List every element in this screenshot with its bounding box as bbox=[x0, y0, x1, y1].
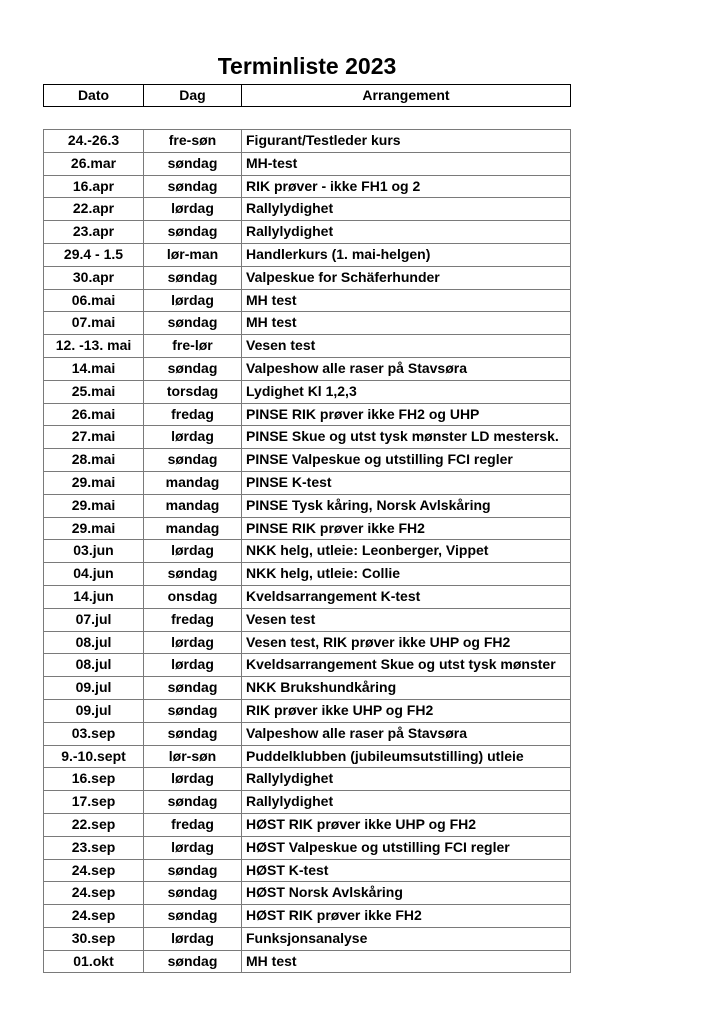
cell-arrangement: Handlerkurs (1. mai-helgen) bbox=[242, 243, 571, 266]
cell-dato: 09.jul bbox=[44, 699, 144, 722]
cell-dato: 03.sep bbox=[44, 722, 144, 745]
cell-arrangement: MH test bbox=[242, 950, 571, 973]
table-row bbox=[44, 449, 571, 472]
table-row bbox=[44, 950, 571, 973]
cell-arrangement: Kveldsarrangement Skue og utst tysk mønster bbox=[242, 654, 571, 677]
cell-dato: 29.mai bbox=[44, 471, 144, 494]
cell-dato: 29.4 - 1.5 bbox=[44, 243, 144, 266]
cell-dag: fre-lør bbox=[144, 335, 242, 358]
cell-arrangement: PINSE RIK prøver ikke FH2 og UHP bbox=[242, 403, 571, 426]
cell-dag: søndag bbox=[144, 905, 242, 928]
cell-dag: lørdag bbox=[144, 426, 242, 449]
table-row bbox=[44, 152, 571, 175]
cell-arrangement: Rallylydighet bbox=[242, 768, 571, 791]
cell-dag: søndag bbox=[144, 221, 242, 244]
cell-arrangement: MH test bbox=[242, 289, 571, 312]
cell-dag: søndag bbox=[144, 312, 242, 335]
cell-dato: 17.sep bbox=[44, 791, 144, 814]
table-row bbox=[44, 836, 571, 859]
table-row bbox=[44, 130, 571, 153]
cell-arrangement: PINSE Valpeskue og utstilling FCI regler bbox=[242, 449, 571, 472]
cell-dag: fredag bbox=[144, 403, 242, 426]
cell-arrangement: Rallylydighet bbox=[242, 198, 571, 221]
cell-arrangement: MH-test bbox=[242, 152, 571, 175]
table-row bbox=[44, 677, 571, 700]
cell-dag: søndag bbox=[144, 677, 242, 700]
cell-arrangement: Puddelklubben (jubileumsutstilling) utleie bbox=[242, 745, 571, 768]
table-row bbox=[44, 540, 571, 563]
cell-dato: 12. -13. mai bbox=[44, 335, 144, 358]
cell-dag: søndag bbox=[144, 882, 242, 905]
cell-dag: søndag bbox=[144, 950, 242, 973]
cell-dag: mandag bbox=[144, 494, 242, 517]
cell-dato: 25.mai bbox=[44, 380, 144, 403]
cell-arrangement: HØST K-test bbox=[242, 859, 571, 882]
header-dag: Dag bbox=[144, 85, 242, 107]
table-row bbox=[44, 905, 571, 928]
cell-dag: fredag bbox=[144, 608, 242, 631]
cell-arrangement: HØST RIK prøver ikke FH2 bbox=[242, 905, 571, 928]
cell-arrangement: HØST RIK prøver ikke UHP og FH2 bbox=[242, 813, 571, 836]
cell-dag: søndag bbox=[144, 859, 242, 882]
table-row bbox=[44, 882, 571, 905]
table-row bbox=[44, 335, 571, 358]
table-row bbox=[44, 745, 571, 768]
table-row bbox=[44, 403, 571, 426]
cell-arrangement: PINSE RIK prøver ikke FH2 bbox=[242, 517, 571, 540]
table-row bbox=[44, 927, 571, 950]
table-row bbox=[44, 198, 571, 221]
cell-dag: søndag bbox=[144, 175, 242, 198]
cell-arrangement: Valpeskue for Schäferhunder bbox=[242, 266, 571, 289]
cell-dato: 23.apr bbox=[44, 221, 144, 244]
cell-dag: torsdag bbox=[144, 380, 242, 403]
cell-dag: søndag bbox=[144, 449, 242, 472]
cell-dag: søndag bbox=[144, 699, 242, 722]
table-row bbox=[44, 494, 571, 517]
cell-arrangement: NKK Brukshundkåring bbox=[242, 677, 571, 700]
cell-dato: 29.mai bbox=[44, 517, 144, 540]
cell-dag: søndag bbox=[144, 357, 242, 380]
table-row bbox=[44, 608, 571, 631]
table-row bbox=[44, 266, 571, 289]
table-row bbox=[44, 312, 571, 335]
cell-dato: 16.apr bbox=[44, 175, 144, 198]
cell-arrangement: MH test bbox=[242, 312, 571, 335]
cell-arrangement: Valpeshow alle raser på Stavsøra bbox=[242, 357, 571, 380]
cell-dag: søndag bbox=[144, 563, 242, 586]
cell-arrangement: NKK helg, utleie: Collie bbox=[242, 563, 571, 586]
cell-arrangement: Vesen test bbox=[242, 608, 571, 631]
cell-arrangement: NKK helg, utleie: Leonberger, Vippet bbox=[242, 540, 571, 563]
cell-dag: lørdag bbox=[144, 768, 242, 791]
table-row bbox=[44, 631, 571, 654]
table-row bbox=[44, 357, 571, 380]
cell-dato: 23.sep bbox=[44, 836, 144, 859]
table-row bbox=[44, 654, 571, 677]
table-row bbox=[44, 175, 571, 198]
header-row bbox=[44, 85, 571, 107]
table-row bbox=[44, 289, 571, 312]
cell-dato: 06.mai bbox=[44, 289, 144, 312]
cell-arrangement: Rallylydighet bbox=[242, 221, 571, 244]
cell-arrangement: Rallylydighet bbox=[242, 791, 571, 814]
page-title: Terminliste 2023 bbox=[217, 53, 397, 79]
cell-dato: 24.sep bbox=[44, 882, 144, 905]
table-row bbox=[44, 243, 571, 266]
header-arrangement: Arrangement bbox=[242, 85, 571, 107]
cell-dato: 24.sep bbox=[44, 859, 144, 882]
table-row bbox=[44, 699, 571, 722]
cell-dato: 30.sep bbox=[44, 927, 144, 950]
table-row bbox=[44, 517, 571, 540]
cell-dato: 30.apr bbox=[44, 266, 144, 289]
cell-dag: lørdag bbox=[144, 836, 242, 859]
cell-dag: lørdag bbox=[144, 289, 242, 312]
table-row bbox=[44, 471, 571, 494]
table-row bbox=[44, 722, 571, 745]
cell-dato: 16.sep bbox=[44, 768, 144, 791]
schedule-rows bbox=[44, 130, 571, 973]
cell-dag: lørdag bbox=[144, 927, 242, 950]
cell-arrangement: PINSE K-test bbox=[242, 471, 571, 494]
cell-arrangement: PINSE Skue og utst tysk mønster LD mestersk. bbox=[242, 426, 571, 449]
cell-dato: 07.mai bbox=[44, 312, 144, 335]
cell-dag: søndag bbox=[144, 722, 242, 745]
cell-dato: 24.-26.3 bbox=[44, 130, 144, 153]
cell-dag: onsdag bbox=[144, 585, 242, 608]
cell-dato: 04.jun bbox=[44, 563, 144, 586]
cell-dato: 28.mai bbox=[44, 449, 144, 472]
cell-arrangement: Lydighet Kl 1,2,3 bbox=[242, 380, 571, 403]
cell-dag: fredag bbox=[144, 813, 242, 836]
cell-arrangement: Figurant/Testleder kurs bbox=[242, 130, 571, 153]
cell-dato: 07.jul bbox=[44, 608, 144, 631]
cell-dato: 27.mai bbox=[44, 426, 144, 449]
cell-dag: fre-søn bbox=[144, 130, 242, 153]
cell-arrangement: HØST Norsk Avlskåring bbox=[242, 882, 571, 905]
cell-dag: lørdag bbox=[144, 540, 242, 563]
cell-dato: 26.mar bbox=[44, 152, 144, 175]
cell-dato: 24.sep bbox=[44, 905, 144, 928]
cell-dato: 14.mai bbox=[44, 357, 144, 380]
cell-arrangement: Vesen test bbox=[242, 335, 571, 358]
cell-dato: 08.jul bbox=[44, 631, 144, 654]
header-dato: Dato bbox=[44, 85, 144, 107]
cell-dato: 14.jun bbox=[44, 585, 144, 608]
cell-dag: søndag bbox=[144, 266, 242, 289]
table-row bbox=[44, 768, 571, 791]
schedule-table bbox=[43, 129, 571, 973]
cell-arrangement: RIK prøver ikke UHP og FH2 bbox=[242, 699, 571, 722]
cell-dag: mandag bbox=[144, 517, 242, 540]
cell-dato: 9.-10.sept bbox=[44, 745, 144, 768]
cell-dato: 22.apr bbox=[44, 198, 144, 221]
cell-dato: 01.okt bbox=[44, 950, 144, 973]
cell-arrangement: PINSE Tysk kåring, Norsk Avlskåring bbox=[242, 494, 571, 517]
cell-arrangement: Vesen test, RIK prøver ikke UHP og FH2 bbox=[242, 631, 571, 654]
cell-arrangement: Kveldsarrangement K-test bbox=[242, 585, 571, 608]
cell-dato: 29.mai bbox=[44, 494, 144, 517]
cell-dato: 08.jul bbox=[44, 654, 144, 677]
table-row bbox=[44, 813, 571, 836]
cell-dag: lørdag bbox=[144, 654, 242, 677]
table-row bbox=[44, 563, 571, 586]
cell-dag: søndag bbox=[144, 791, 242, 814]
table-row bbox=[44, 426, 571, 449]
header-table bbox=[43, 84, 571, 107]
cell-dato: 26.mai bbox=[44, 403, 144, 426]
table-row bbox=[44, 791, 571, 814]
cell-dag: lørdag bbox=[144, 631, 242, 654]
cell-dag: mandag bbox=[144, 471, 242, 494]
cell-arrangement: HØST Valpeskue og utstilling FCI regler bbox=[242, 836, 571, 859]
cell-dato: 03.jun bbox=[44, 540, 144, 563]
cell-dag: søndag bbox=[144, 152, 242, 175]
cell-dag: lør-man bbox=[144, 243, 242, 266]
table-row bbox=[44, 585, 571, 608]
cell-dato: 09.jul bbox=[44, 677, 144, 700]
cell-dag: lørdag bbox=[144, 198, 242, 221]
cell-dato: 22.sep bbox=[44, 813, 144, 836]
table-row bbox=[44, 380, 571, 403]
cell-arrangement: Valpeshow alle raser på Stavsøra bbox=[242, 722, 571, 745]
cell-arrangement: Funksjonsanalyse bbox=[242, 927, 571, 950]
table-row bbox=[44, 859, 571, 882]
table-row bbox=[44, 221, 571, 244]
cell-dag: lør-søn bbox=[144, 745, 242, 768]
cell-arrangement: RIK prøver - ikke FH1 og 2 bbox=[242, 175, 571, 198]
